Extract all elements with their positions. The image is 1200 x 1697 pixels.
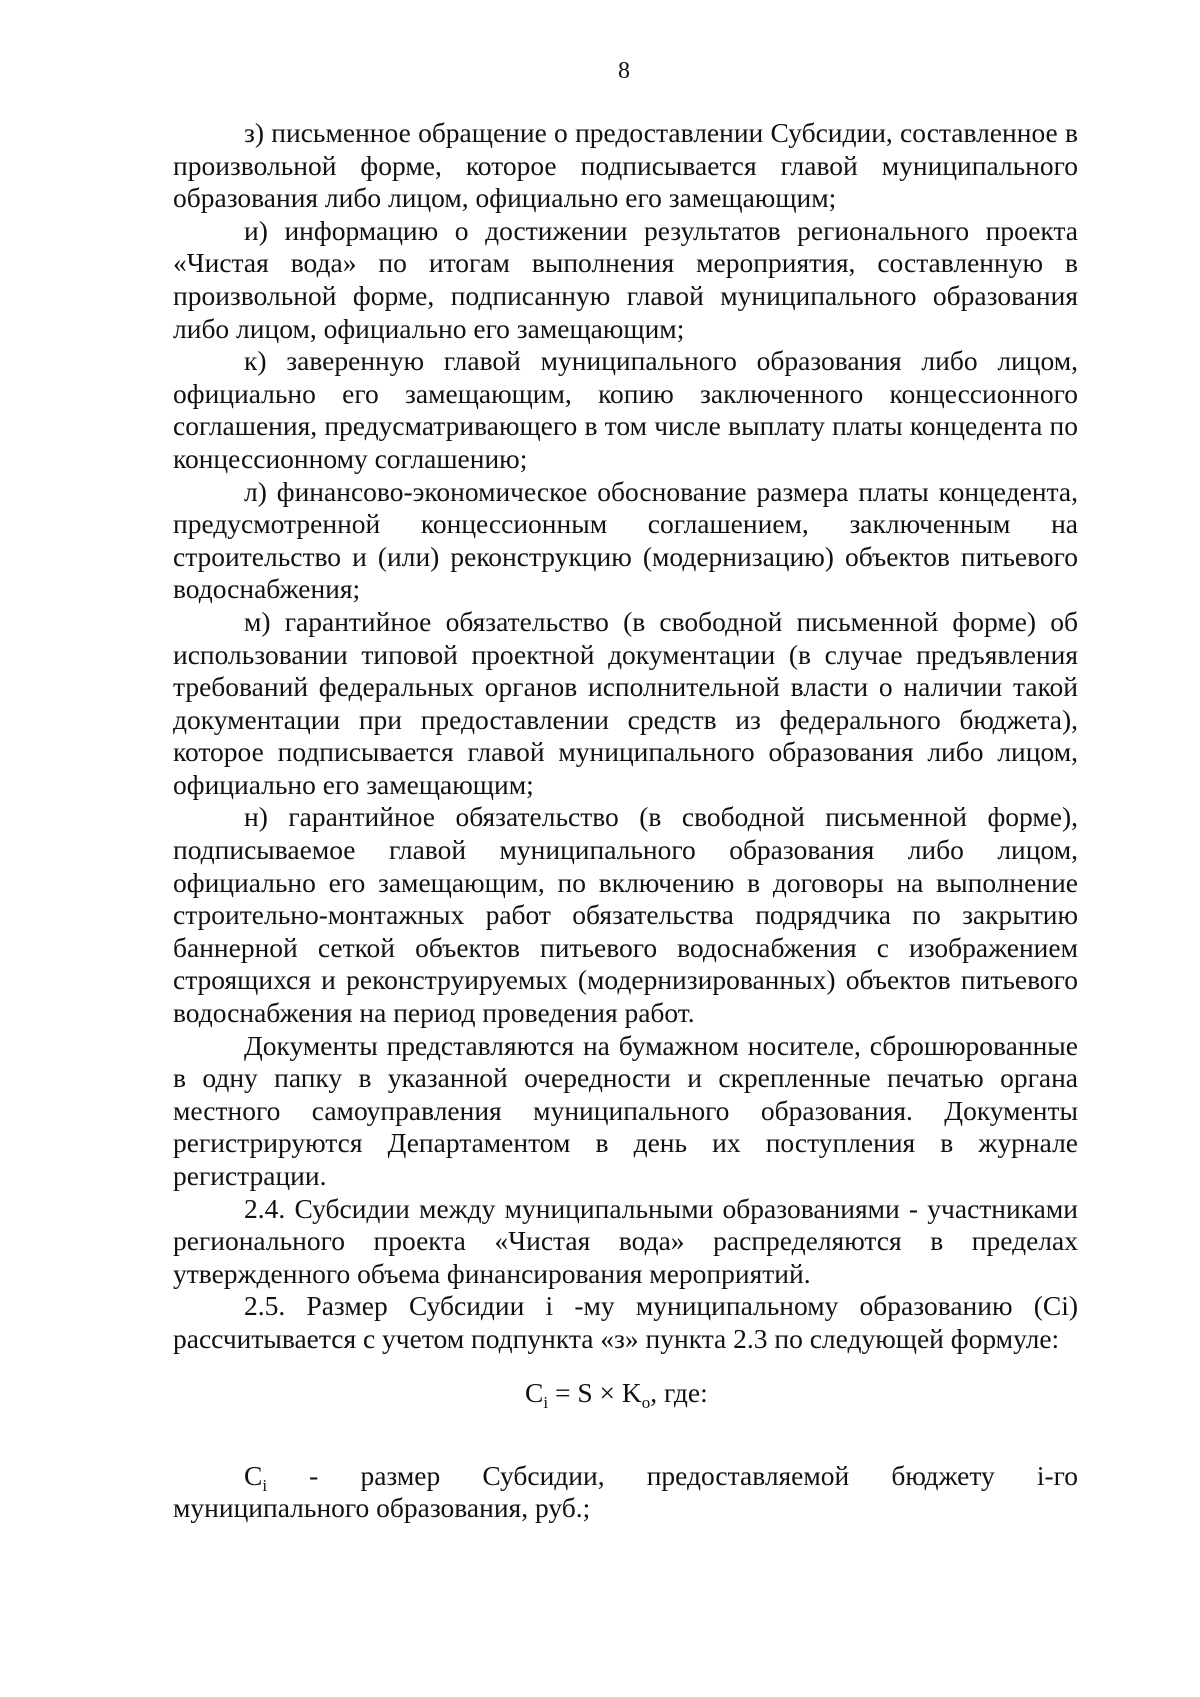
- paragraph-2-4: 2.4. Субсидии между муниципальными образованиями - участниками регионального проекта «Чистая вода» распределяются в пределах утвержденного объема финансирования мероприятий.: [173, 1192, 1078, 1289]
- formula-k-subscript: o: [641, 1392, 651, 1412]
- definition-symbol: C: [244, 1459, 263, 1491]
- paragraph-2-5: 2.5. Размер Субсидии i -му муниципальному образованию (Ci) рассчитывается с учетом подпункта «з» пункта 2.3 по следующей формуле:: [173, 1290, 1078, 1354]
- definition-symbol-subscript: i: [262, 1475, 268, 1495]
- document-body: [173, 117, 1078, 1525]
- paragraph-item-k: к) заверенную главой муниципального образования либо лицом, официально его замещающим, копию заключенного концессионного соглашения, предусматривающего в том числе выплату платы концедента по концессионному соглашению;: [173, 345, 1078, 474]
- page-number: 8: [618, 58, 630, 84]
- paragraph-item-l: л) финансово-экономическое обоснование размера платы концедента, предусмотренной концессионным соглашением, заключенным на строительство и (или) реконструкцию (модернизацию) объектов питьевого водоснабжения;: [173, 475, 1078, 605]
- definition-line-2: муниципального образования, руб.;: [173, 1492, 591, 1524]
- paragraph-item-m: м) гарантийное обязательство (в свободной письменной форме) об использовании типовой проектной документации (в случае предъявления требований федеральных органов исполнительной власти о наличии такой документации при предоставлении средств из федерального бюджета), которое подписывается главой муниципального образования либо лицом, официально его замещающим;: [173, 605, 1078, 800]
- formula-definition: [173, 1460, 1078, 1525]
- definition-line-1: [173, 1460, 1078, 1493]
- paragraph-item-z: з) письменное обращение о предоставлении Субсидии, составленное в произвольной форме, которое подписывается главой муниципального образования либо лицом, официально его замещающим;: [173, 117, 1078, 214]
- formula-lhs: C: [525, 1376, 544, 1408]
- paragraph-item-i: и) информацию о достижении результатов регионального проекта «Чистая вода» по итогам выполнения мероприятия, составленную в произвольной форме, подписанную главой муниципального образования либо лицом, официально его замещающим;: [173, 214, 1078, 344]
- formula-tail: , где:: [650, 1376, 708, 1408]
- paragraph-documents: Документы представляются на бумажном носителе, сброшюрованные в одну папку в указанной очередности и скрепленные печатью органа местного самоуправления муниципального образования. Документы регистрируются Департаментом в день их поступления в журнале регистрации.: [173, 1029, 1078, 1191]
- formula-lhs-subscript: i: [543, 1392, 549, 1412]
- formula-rhs: = S × K: [548, 1376, 642, 1408]
- subsidy-formula: [173, 1376, 1078, 1410]
- paragraph-item-n: н) гарантийное обязательство (в свободной письменной форме), подписываемое главой муниципального образования либо лицом, официально его замещающим, по включению в договоры на выполнение строительно-монтажных работ обязательства подрядчика по закрытию баннерной сеткой объектов питьевого водоснабжения с изображением строящихся и реконструируемых (модернизированных) объектов питьевого водоснабжения на период проведения работ.: [173, 801, 1078, 1029]
- definition-text: - размер Субсидии, предоставляемой бюджету i-го: [267, 1459, 1078, 1491]
